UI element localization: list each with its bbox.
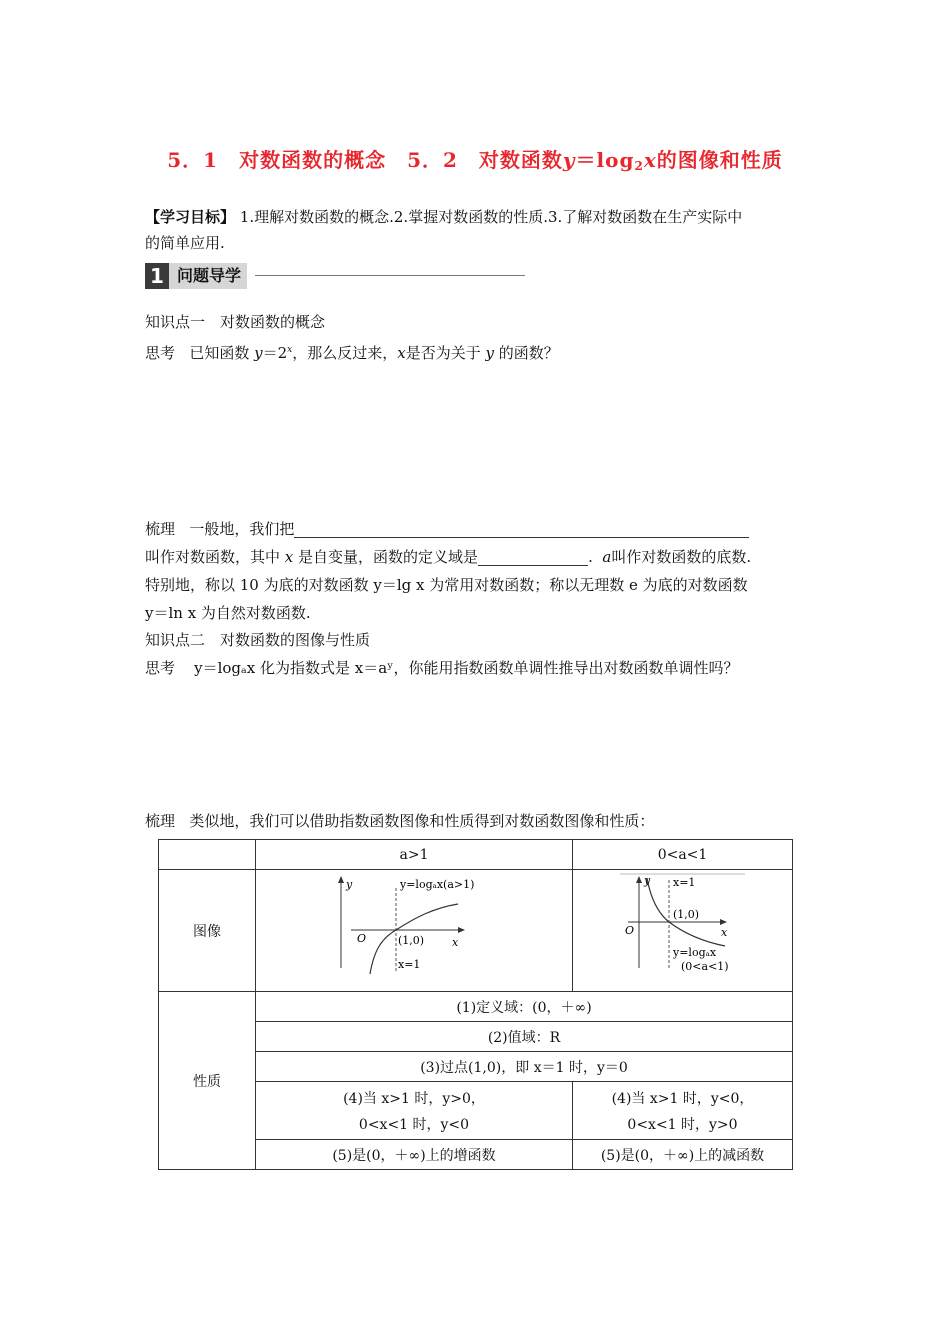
header-a-gt-1: a>1 (256, 840, 573, 870)
summary2: 梳理 类似地，我们可以借助指数函数图像和性质得到对数函数图像和性质： (145, 812, 655, 830)
prop-mono-decreasing: (5)是(0，＋∞)上的减函数 (573, 1140, 793, 1170)
axis-x-label: x (452, 936, 459, 949)
vline-label-2: x=1 (673, 876, 696, 889)
header-a-lt-1: 0<a<1 (573, 840, 793, 870)
axis-x-label-2: x (721, 926, 728, 939)
summary1-line1: 梳理 一般地，我们把 (145, 516, 749, 542)
curve-cond-2: (0<a<1) (681, 960, 729, 973)
kp1-heading: 知识点一 对数函数的概念 (145, 313, 326, 331)
table-corner (159, 840, 256, 870)
row-graph-label: 图像 (159, 870, 256, 992)
prop-range: (2)值域：R (256, 1022, 793, 1052)
origin-label-2: O (625, 924, 635, 937)
objectives-cont: 的简单应用. (145, 234, 225, 252)
sign-inc-line2: 0<x<1 时，y<0 (358, 1116, 470, 1133)
curve-label: y=logₐx(a>1) (400, 878, 475, 891)
summary1-line4: y＝ln x 为自然对数函数. (145, 604, 311, 622)
point-label-2: (1,0) (673, 908, 700, 921)
section-rule (255, 275, 525, 276)
summary1-line3: 特别地，称以 10 为底的对数函数 y＝lg x 为常用对数函数；称以无理数 e 为底的对数函数 (145, 576, 748, 594)
objectives: 【学习目标】 1.理解对数函数的概念.2.掌握对数函数的性质.3.了解对数函数在生产实际中 (145, 208, 743, 226)
properties-table (158, 839, 793, 1170)
sign-dec-line1: (4)当 x>1 时，y<0， (611, 1090, 754, 1107)
blank-definition[interactable] (294, 519, 749, 538)
summary1-line2: 叫作对数函数，其中 x 是自变量，函数的定义域是 . a叫作对数函数的底数. (145, 548, 752, 566)
section-header (145, 263, 525, 289)
graph-increasing-cell (256, 870, 573, 992)
page-title: 5．1 对数函数的概念 5．2 对数函数$y=\log_2x$的图像和性质 (167, 148, 783, 173)
section-label: 问题导学 (169, 263, 247, 289)
kp2-heading: 知识点二 对数函数的图像与性质 (145, 631, 371, 649)
prop-sign-increasing (256, 1082, 573, 1140)
prop-sign-decreasing (573, 1082, 793, 1140)
point-label: (1,0) (398, 934, 425, 947)
kp2-think: 思考 y＝logₐx 化为指数式是 x＝aʸ，你能用指数函数单调性推导出对数函数单调性吗？ (145, 659, 739, 677)
prop-point: (3)过点(1,0)，即 x＝1 时，y＝0 (256, 1052, 793, 1082)
kp1-think: 思考 已知函数 $y=2^x$，那么反过来，x是否为关于 y 的函数？ (145, 344, 559, 362)
section-number: 1 (145, 263, 169, 289)
prop-mono-increasing: (5)是(0，＋∞)上的增函数 (256, 1140, 573, 1170)
sign-dec-line2: 0<x<1 时，y>0 (627, 1116, 738, 1133)
curve-label-2: y=logₐx (673, 946, 717, 959)
graph-decreasing (573, 870, 792, 987)
sign-inc-line1: (4)当 x>1 时，y>0， (343, 1090, 485, 1107)
row-props-label: 性质 (159, 992, 256, 1170)
axis-y-label: y (346, 878, 353, 891)
blank-domain[interactable] (478, 547, 588, 566)
axis-y-label-2: y (644, 874, 651, 887)
prop-domain: (1)定义域：(0，＋∞) (256, 992, 793, 1022)
origin-label: O (357, 932, 367, 945)
graph-decreasing-cell (573, 870, 793, 992)
vline-label: x=1 (398, 958, 421, 971)
graph-increasing (256, 870, 572, 987)
